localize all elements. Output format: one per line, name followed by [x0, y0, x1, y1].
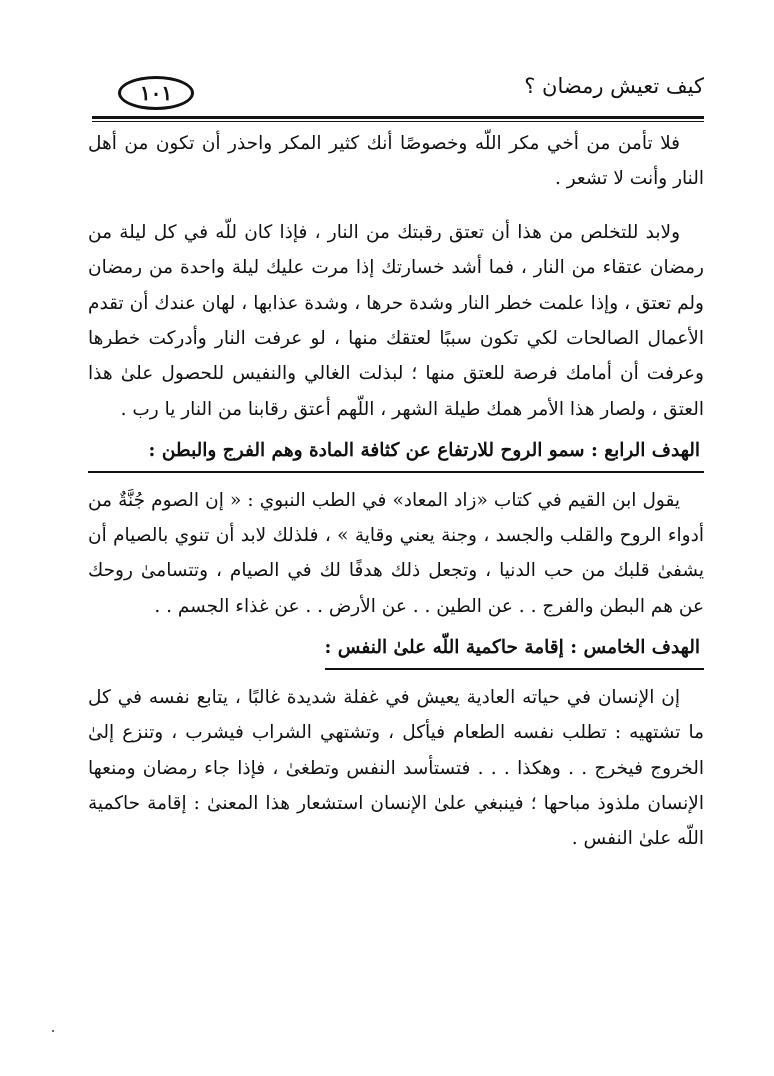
- header-divider-thin: [92, 121, 704, 122]
- running-title: كيف تعيش رمضان ؟: [524, 74, 704, 98]
- page-body: [88, 126, 704, 857]
- section-heading-4: [88, 433, 704, 472]
- section-heading-5: [88, 630, 704, 669]
- scan-speck: [52, 1030, 54, 1032]
- header-divider: [92, 116, 704, 119]
- page-header: [0, 0, 774, 120]
- paragraph-1: فلا تأمن من أخي مكر اللّه وخصوصًا أنك كثير المكر واحذر أن تكون من أهل النار وأنت لا تشعر .: [88, 133, 704, 190]
- paragraph-3: يقول ابن القيم في كتاب «زاد المعاد» في الطب النبوي : « إن الصوم جُنَّةٌ من أدواء الروح والقلب والجسد ، وجنة يعني وقاية » ، فلذلك لابد أن تنوي بالصيام أن يشفىٰ قلبك من حب الدنيا ، وتجعل ذلك هدفًا لك في الصيام ، وتتسامىٰ روحك عن هم البطن والفرج . . عن الطين . . عن الأرض . . عن غذاء الجسم . .: [88, 489, 704, 617]
- section-heading-4-text: الهدف الرابع : سمو الروح للارتفاع عن كثافة المادة وهم الفرج والبطن :: [88, 433, 704, 472]
- page-number: ١٠١: [118, 76, 194, 110]
- section-heading-5-text: الهدف الخامس : إقامة حاكمية اللّه علىٰ النفس :: [325, 630, 704, 669]
- paragraph-2: ولابد للتخلص من هذا أن تعتق رقبتك من النار ، فإذا كان للّه في كل ليلة من رمضان عتقاء من النار ، فما أشد خسارتك إذا مرت عليك ليلة واحدة من رمضان ولم تعتق ، وإذا علمت خطر النار وشدة حرها ، وشدة عذابها ، لهان عندك أن تقدم الأعمال الصالحات لكي تكون سببًا لعتقك منها ، لو عرفت النار وأدركت خطرها وعرفت أن أمامك فرصة للعتق منها ؛ لبذلت الغالي والنفيس للحصول علىٰ هذا العتق ، ولصار هذا الأمر همك طيلة الشهر ، اللّهم أعتق رقابنا من النار يا رب .: [88, 221, 704, 420]
- paragraph-4: إن الإنسان في حياته العادية يعيش في غفلة شديدة غالبًا ، يتابع نفسه في كل ما تشتهيه : تطلب نفسه الطعام فيأكل ، وتشتهي الشراب فيشرب ، وتنزع إلىٰ الخروج فيخرج . . وهكذا . . . فتستأسد النفس وتطغىٰ ، فإذا جاء رمضان ومنعها الإنسان ملذوذ مباحها ؛ فينبغي علىٰ الإنسان استشعار هذا المعنىٰ : إقامة حاكمية اللّه علىٰ النفس .: [88, 686, 704, 850]
